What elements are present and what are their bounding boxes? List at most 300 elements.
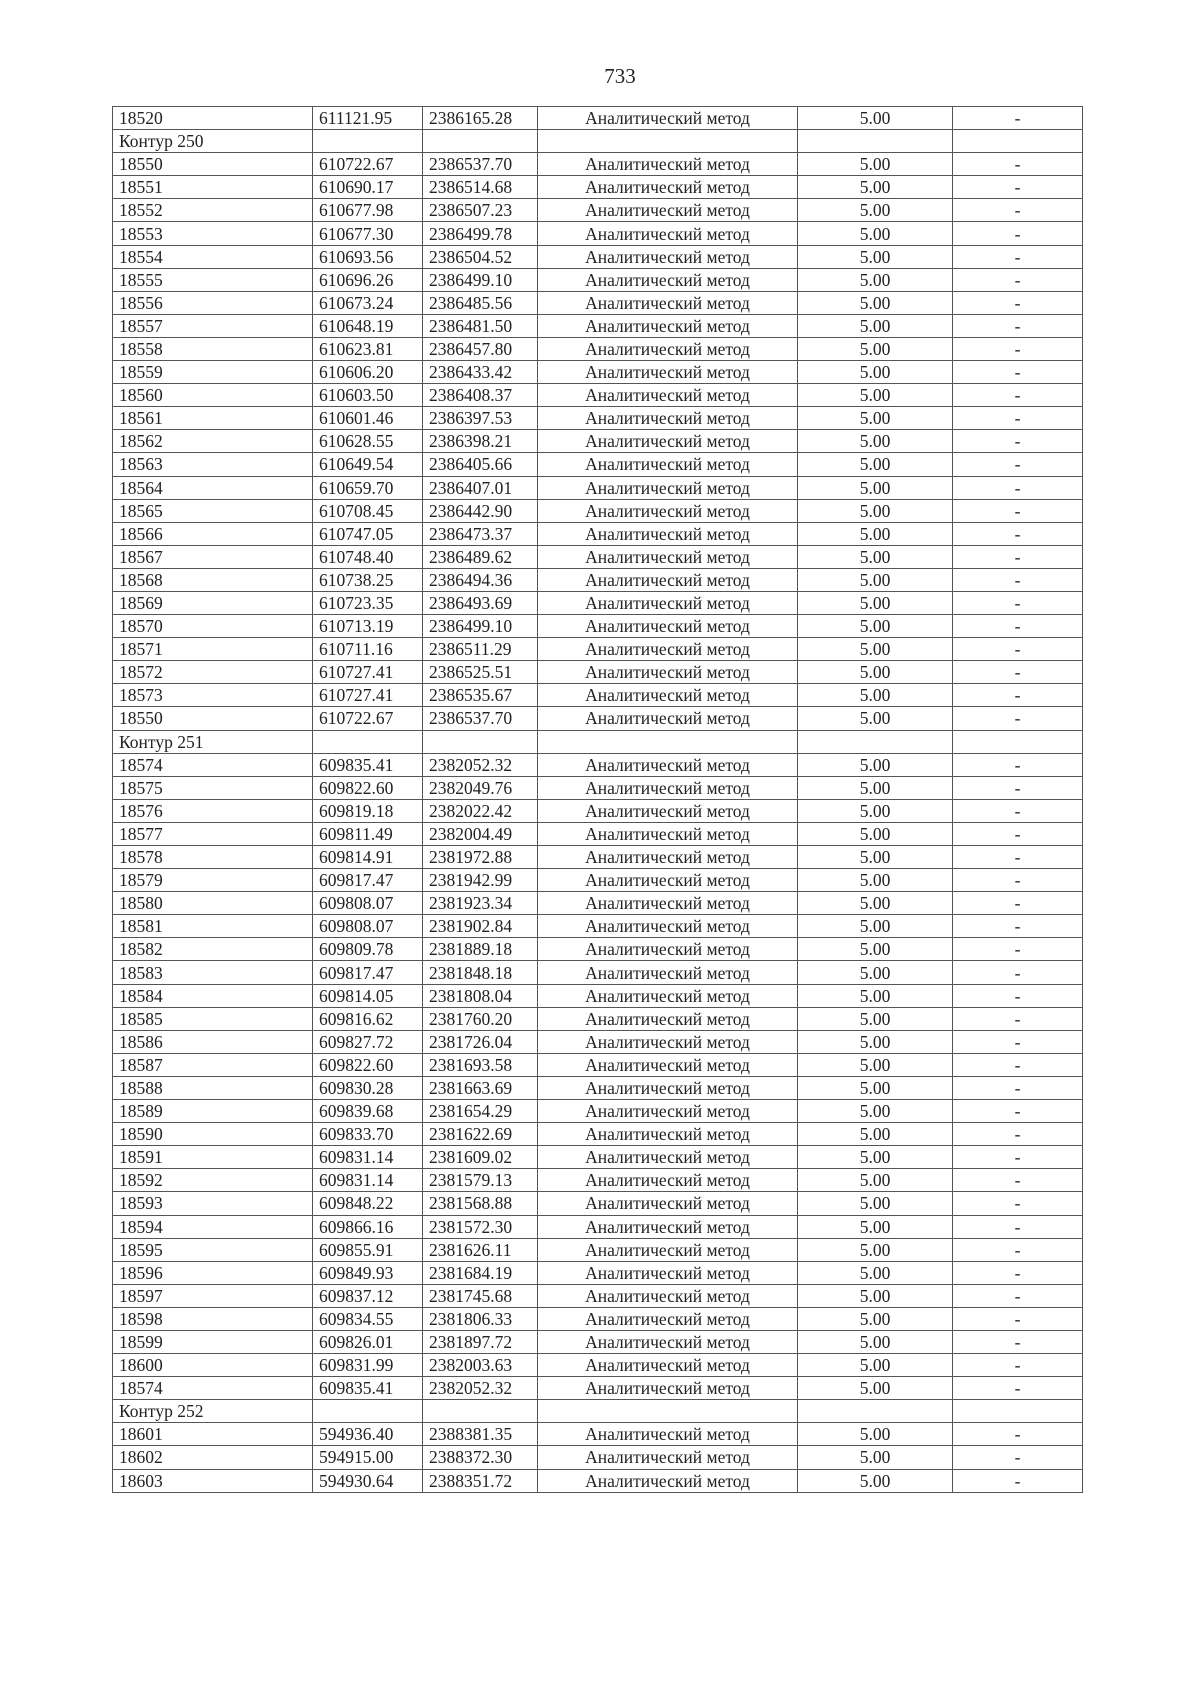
accuracy-cell: 5.00 (798, 1238, 953, 1261)
empty-cell (313, 730, 423, 753)
note-cell: - (953, 915, 1083, 938)
y-coordinate: 2386485.56 (423, 291, 538, 314)
note-cell: - (953, 776, 1083, 799)
x-coordinate: 610673.24 (313, 291, 423, 314)
y-coordinate: 2386407.01 (423, 476, 538, 499)
note-cell: - (953, 984, 1083, 1007)
accuracy-cell: 5.00 (798, 684, 953, 707)
empty-cell (798, 1400, 953, 1423)
y-coordinate: 2386511.29 (423, 638, 538, 661)
method-cell: Аналитический метод (538, 1169, 798, 1192)
accuracy-cell: 5.00 (798, 337, 953, 360)
note-cell: - (953, 1123, 1083, 1146)
x-coordinate: 609855.91 (313, 1238, 423, 1261)
table-row (113, 776, 1083, 799)
table-row (113, 707, 1083, 730)
y-coordinate: 2381923.34 (423, 892, 538, 915)
point-id: 18570 (113, 615, 313, 638)
method-cell: Аналитический метод (538, 869, 798, 892)
note-cell: - (953, 799, 1083, 822)
y-coordinate: 2386535.67 (423, 684, 538, 707)
table-row (113, 1377, 1083, 1400)
table-row (113, 1307, 1083, 1330)
y-coordinate: 2381745.68 (423, 1284, 538, 1307)
table-row (113, 199, 1083, 222)
y-coordinate: 2386408.37 (423, 384, 538, 407)
note-cell: - (953, 1354, 1083, 1377)
note-cell: - (953, 753, 1083, 776)
note-cell: - (953, 1007, 1083, 1030)
point-id: 18577 (113, 822, 313, 845)
table-row (113, 661, 1083, 684)
x-coordinate: 610677.98 (313, 199, 423, 222)
point-id: 18557 (113, 314, 313, 337)
table-row (113, 638, 1083, 661)
point-id: 18579 (113, 869, 313, 892)
method-cell: Аналитический метод (538, 892, 798, 915)
y-coordinate: 2386481.50 (423, 314, 538, 337)
y-coordinate: 2382052.32 (423, 1377, 538, 1400)
accuracy-cell: 5.00 (798, 753, 953, 776)
x-coordinate: 609816.62 (313, 1007, 423, 1030)
empty-cell (538, 1400, 798, 1423)
accuracy-cell: 5.00 (798, 245, 953, 268)
note-cell: - (953, 522, 1083, 545)
accuracy-cell: 5.00 (798, 499, 953, 522)
table-row (113, 1123, 1083, 1146)
x-coordinate: 610722.67 (313, 153, 423, 176)
note-cell: - (953, 291, 1083, 314)
point-id: 18568 (113, 568, 313, 591)
method-cell: Аналитический метод (538, 707, 798, 730)
accuracy-cell: 5.00 (798, 776, 953, 799)
method-cell: Аналитический метод (538, 1100, 798, 1123)
point-id: 18583 (113, 961, 313, 984)
accuracy-cell: 5.00 (798, 476, 953, 499)
note-cell: - (953, 568, 1083, 591)
table-row (113, 430, 1083, 453)
method-cell: Аналитический метод (538, 799, 798, 822)
x-coordinate: 610648.19 (313, 314, 423, 337)
point-id: 18584 (113, 984, 313, 1007)
x-coordinate: 610603.50 (313, 384, 423, 407)
y-coordinate: 2381972.88 (423, 846, 538, 869)
empty-cell (423, 730, 538, 753)
point-id: 18578 (113, 846, 313, 869)
point-id: 18566 (113, 522, 313, 545)
note-cell: - (953, 222, 1083, 245)
accuracy-cell: 5.00 (798, 522, 953, 545)
y-coordinate: 2381806.33 (423, 1307, 538, 1330)
accuracy-cell: 5.00 (798, 1007, 953, 1030)
method-cell: Аналитический метод (538, 407, 798, 430)
x-coordinate: 609839.68 (313, 1100, 423, 1123)
y-coordinate: 2386457.80 (423, 337, 538, 360)
table-row (113, 1053, 1083, 1076)
method-cell: Аналитический метод (538, 199, 798, 222)
table-row (113, 591, 1083, 614)
point-id: 18596 (113, 1261, 313, 1284)
accuracy-cell: 5.00 (798, 1100, 953, 1123)
point-id: 18564 (113, 476, 313, 499)
point-id: 18562 (113, 430, 313, 453)
accuracy-cell: 5.00 (798, 176, 953, 199)
method-cell: Аналитический метод (538, 1215, 798, 1238)
method-cell: Аналитический метод (538, 938, 798, 961)
x-coordinate: 610708.45 (313, 499, 423, 522)
method-cell: Аналитический метод (538, 522, 798, 545)
note-cell: - (953, 1446, 1083, 1469)
note-cell: - (953, 245, 1083, 268)
y-coordinate: 2386165.28 (423, 107, 538, 130)
point-id: 18574 (113, 1377, 313, 1400)
note-cell: - (953, 1307, 1083, 1330)
y-coordinate: 2388381.35 (423, 1423, 538, 1446)
note-cell: - (953, 1100, 1083, 1123)
note-cell: - (953, 453, 1083, 476)
table-row (113, 1354, 1083, 1377)
point-id: 18593 (113, 1192, 313, 1215)
note-cell: - (953, 1284, 1083, 1307)
note-cell: - (953, 199, 1083, 222)
note-cell: - (953, 1469, 1083, 1492)
point-id: 18561 (113, 407, 313, 430)
table-row (113, 892, 1083, 915)
method-cell: Аналитический метод (538, 222, 798, 245)
method-cell: Аналитический метод (538, 984, 798, 1007)
note-cell: - (953, 1377, 1083, 1400)
note-cell: - (953, 1030, 1083, 1053)
accuracy-cell: 5.00 (798, 1354, 953, 1377)
table-row (113, 1446, 1083, 1469)
point-id: 18594 (113, 1215, 313, 1238)
y-coordinate: 2386507.23 (423, 199, 538, 222)
x-coordinate: 609817.47 (313, 869, 423, 892)
accuracy-cell: 5.00 (798, 1469, 953, 1492)
point-id: 18591 (113, 1146, 313, 1169)
point-id: 18555 (113, 268, 313, 291)
contour-label: Контур 251 (113, 730, 313, 753)
point-id: 18572 (113, 661, 313, 684)
accuracy-cell: 5.00 (798, 1146, 953, 1169)
coordinates-table (112, 106, 1083, 1493)
point-id: 18550 (113, 153, 313, 176)
empty-cell (953, 130, 1083, 153)
x-coordinate: 609819.18 (313, 799, 423, 822)
note-cell: - (953, 176, 1083, 199)
method-cell: Аналитический метод (538, 638, 798, 661)
point-id: 18520 (113, 107, 313, 130)
table-row (113, 1215, 1083, 1238)
table-row (113, 1192, 1083, 1215)
table-row (113, 1423, 1083, 1446)
x-coordinate: 594915.00 (313, 1446, 423, 1469)
y-coordinate: 2382022.42 (423, 799, 538, 822)
empty-cell (538, 730, 798, 753)
x-coordinate: 610727.41 (313, 661, 423, 684)
y-coordinate: 2382003.63 (423, 1354, 538, 1377)
note-cell: - (953, 1192, 1083, 1215)
accuracy-cell: 5.00 (798, 199, 953, 222)
point-id: 18600 (113, 1354, 313, 1377)
contour-label: Контур 252 (113, 1400, 313, 1423)
x-coordinate: 609848.22 (313, 1192, 423, 1215)
accuracy-cell: 5.00 (798, 1446, 953, 1469)
accuracy-cell: 5.00 (798, 1377, 953, 1400)
table-row (113, 268, 1083, 291)
table-row (113, 1146, 1083, 1169)
y-coordinate: 2381942.99 (423, 869, 538, 892)
x-coordinate: 609808.07 (313, 892, 423, 915)
y-coordinate: 2386442.90 (423, 499, 538, 522)
x-coordinate: 609831.14 (313, 1169, 423, 1192)
accuracy-cell: 5.00 (798, 799, 953, 822)
x-coordinate: 609826.01 (313, 1330, 423, 1353)
table-row (113, 1030, 1083, 1053)
point-id: 18552 (113, 199, 313, 222)
accuracy-cell: 5.00 (798, 1169, 953, 1192)
accuracy-cell: 5.00 (798, 545, 953, 568)
accuracy-cell: 5.00 (798, 430, 953, 453)
note-cell: - (953, 1238, 1083, 1261)
x-coordinate: 609835.41 (313, 753, 423, 776)
accuracy-cell: 5.00 (798, 153, 953, 176)
empty-cell (953, 730, 1083, 753)
method-cell: Аналитический метод (538, 545, 798, 568)
point-id: 18565 (113, 499, 313, 522)
point-id: 18563 (113, 453, 313, 476)
table-row (113, 1007, 1083, 1030)
page-number: 733 (604, 64, 636, 88)
contour-label: Контур 250 (113, 130, 313, 153)
y-coordinate: 2381848.18 (423, 961, 538, 984)
note-cell: - (953, 615, 1083, 638)
method-cell: Аналитический метод (538, 1192, 798, 1215)
y-coordinate: 2381808.04 (423, 984, 538, 1007)
method-cell: Аналитический метод (538, 337, 798, 360)
y-coordinate: 2381693.58 (423, 1053, 538, 1076)
accuracy-cell: 5.00 (798, 846, 953, 869)
note-cell: - (953, 384, 1083, 407)
x-coordinate: 610722.67 (313, 707, 423, 730)
point-id: 18590 (113, 1123, 313, 1146)
coordinates-table-body (113, 107, 1083, 1493)
note-cell: - (953, 314, 1083, 337)
accuracy-cell: 5.00 (798, 1192, 953, 1215)
point-id: 18580 (113, 892, 313, 915)
accuracy-cell: 5.00 (798, 615, 953, 638)
accuracy-cell: 5.00 (798, 1053, 953, 1076)
method-cell: Аналитический метод (538, 361, 798, 384)
note-cell: - (953, 822, 1083, 845)
note-cell: - (953, 407, 1083, 430)
y-coordinate: 2381889.18 (423, 938, 538, 961)
table-row (113, 337, 1083, 360)
point-id: 18592 (113, 1169, 313, 1192)
method-cell: Аналитический метод (538, 822, 798, 845)
table-row (113, 107, 1083, 130)
y-coordinate: 2381609.02 (423, 1146, 538, 1169)
y-coordinate: 2386493.69 (423, 591, 538, 614)
method-cell: Аналитический метод (538, 1423, 798, 1446)
contour-header-row (113, 730, 1083, 753)
point-id: 18603 (113, 1469, 313, 1492)
point-id: 18558 (113, 337, 313, 360)
x-coordinate: 609814.91 (313, 846, 423, 869)
table-row (113, 615, 1083, 638)
x-coordinate: 610711.16 (313, 638, 423, 661)
point-id: 18556 (113, 291, 313, 314)
accuracy-cell: 5.00 (798, 384, 953, 407)
table-row (113, 684, 1083, 707)
table-row (113, 568, 1083, 591)
y-coordinate: 2382052.32 (423, 753, 538, 776)
point-id: 18602 (113, 1446, 313, 1469)
x-coordinate: 609866.16 (313, 1215, 423, 1238)
note-cell: - (953, 337, 1083, 360)
accuracy-cell: 5.00 (798, 107, 953, 130)
point-id: 18554 (113, 245, 313, 268)
y-coordinate: 2381663.69 (423, 1076, 538, 1099)
x-coordinate: 594930.64 (313, 1469, 423, 1492)
method-cell: Аналитический метод (538, 314, 798, 337)
point-id: 18553 (113, 222, 313, 245)
empty-cell (538, 130, 798, 153)
method-cell: Аналитический метод (538, 268, 798, 291)
method-cell: Аналитический метод (538, 107, 798, 130)
table-row (113, 1100, 1083, 1123)
method-cell: Аналитический метод (538, 430, 798, 453)
method-cell: Аналитический метод (538, 846, 798, 869)
accuracy-cell: 5.00 (798, 568, 953, 591)
y-coordinate: 2386489.62 (423, 545, 538, 568)
point-id: 18573 (113, 684, 313, 707)
note-cell: - (953, 1076, 1083, 1099)
table-row (113, 799, 1083, 822)
point-id: 18585 (113, 1007, 313, 1030)
method-cell: Аналитический метод (538, 1446, 798, 1469)
table-row (113, 1076, 1083, 1099)
table-row (113, 545, 1083, 568)
table-row (113, 1284, 1083, 1307)
empty-cell (798, 130, 953, 153)
y-coordinate: 2386537.70 (423, 153, 538, 176)
x-coordinate: 609837.12 (313, 1284, 423, 1307)
y-coordinate: 2381579.13 (423, 1169, 538, 1192)
empty-cell (423, 130, 538, 153)
y-coordinate: 2386499.78 (423, 222, 538, 245)
method-cell: Аналитический метод (538, 1330, 798, 1353)
method-cell: Аналитический метод (538, 1238, 798, 1261)
y-coordinate: 2386398.21 (423, 430, 538, 453)
method-cell: Аналитический метод (538, 1284, 798, 1307)
x-coordinate: 610649.54 (313, 453, 423, 476)
point-id: 18551 (113, 176, 313, 199)
note-cell: - (953, 938, 1083, 961)
accuracy-cell: 5.00 (798, 915, 953, 938)
note-cell: - (953, 499, 1083, 522)
y-coordinate: 2381897.72 (423, 1330, 538, 1353)
method-cell: Аналитический метод (538, 453, 798, 476)
contour-header-row (113, 130, 1083, 153)
point-id: 18601 (113, 1423, 313, 1446)
x-coordinate: 609834.55 (313, 1307, 423, 1330)
point-id: 18599 (113, 1330, 313, 1353)
y-coordinate: 2386405.66 (423, 453, 538, 476)
note-cell: - (953, 661, 1083, 684)
note-cell: - (953, 545, 1083, 568)
accuracy-cell: 5.00 (798, 938, 953, 961)
table-row (113, 176, 1083, 199)
y-coordinate: 2382049.76 (423, 776, 538, 799)
table-row (113, 1261, 1083, 1284)
x-coordinate: 609811.49 (313, 822, 423, 845)
accuracy-cell: 5.00 (798, 591, 953, 614)
method-cell: Аналитический метод (538, 1146, 798, 1169)
note-cell: - (953, 684, 1083, 707)
table-row (113, 407, 1083, 430)
note-cell: - (953, 638, 1083, 661)
x-coordinate: 610628.55 (313, 430, 423, 453)
empty-cell (953, 1400, 1083, 1423)
y-coordinate: 2386473.37 (423, 522, 538, 545)
accuracy-cell: 5.00 (798, 1261, 953, 1284)
note-cell: - (953, 1261, 1083, 1284)
note-cell: - (953, 961, 1083, 984)
method-cell: Аналитический метод (538, 776, 798, 799)
point-id: 18595 (113, 1238, 313, 1261)
y-coordinate: 2381626.11 (423, 1238, 538, 1261)
y-coordinate: 2388351.72 (423, 1469, 538, 1492)
y-coordinate: 2381572.30 (423, 1215, 538, 1238)
table-row (113, 453, 1083, 476)
y-coordinate: 2386499.10 (423, 615, 538, 638)
accuracy-cell: 5.00 (798, 222, 953, 245)
x-coordinate: 609814.05 (313, 984, 423, 1007)
y-coordinate: 2386525.51 (423, 661, 538, 684)
point-id: 18569 (113, 591, 313, 614)
accuracy-cell: 5.00 (798, 1123, 953, 1146)
point-id: 18587 (113, 1053, 313, 1076)
accuracy-cell: 5.00 (798, 1330, 953, 1353)
x-coordinate: 610747.05 (313, 522, 423, 545)
method-cell: Аналитический метод (538, 615, 798, 638)
x-coordinate: 609833.70 (313, 1123, 423, 1146)
x-coordinate: 610677.30 (313, 222, 423, 245)
x-coordinate: 609822.60 (313, 1053, 423, 1076)
y-coordinate: 2388372.30 (423, 1446, 538, 1469)
x-coordinate: 610659.70 (313, 476, 423, 499)
point-id: 18576 (113, 799, 313, 822)
x-coordinate: 610738.25 (313, 568, 423, 591)
accuracy-cell: 5.00 (798, 961, 953, 984)
method-cell: Аналитический метод (538, 1261, 798, 1284)
x-coordinate: 609830.28 (313, 1076, 423, 1099)
note-cell: - (953, 1423, 1083, 1446)
y-coordinate: 2386499.10 (423, 268, 538, 291)
x-coordinate: 610690.17 (313, 176, 423, 199)
y-coordinate: 2381654.29 (423, 1100, 538, 1123)
accuracy-cell: 5.00 (798, 869, 953, 892)
method-cell: Аналитический метод (538, 245, 798, 268)
table-row (113, 938, 1083, 961)
table-row (113, 961, 1083, 984)
x-coordinate: 611121.95 (313, 107, 423, 130)
empty-cell (313, 130, 423, 153)
point-id: 18550 (113, 707, 313, 730)
y-coordinate: 2381684.19 (423, 1261, 538, 1284)
note-cell: - (953, 1330, 1083, 1353)
